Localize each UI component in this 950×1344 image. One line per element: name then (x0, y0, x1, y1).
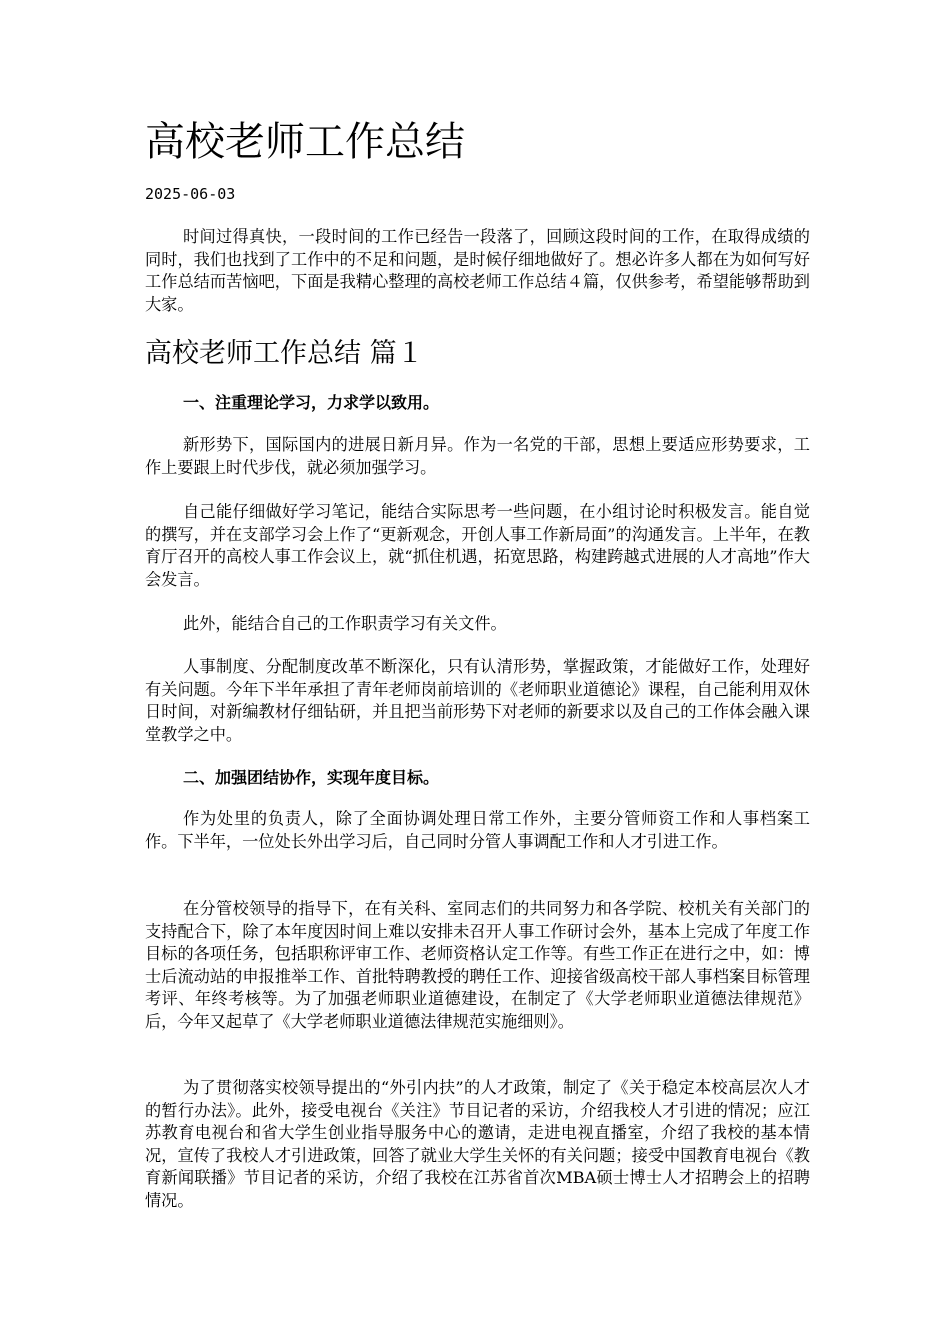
paragraph-1: 新形势下，国际国内的进展日新月异。作为一名党的干部，思想上要适应形势要求，工作上要跟上时代步伐，就必须加强学习。 (145, 435, 810, 477)
paragraph-3: 此外，能结合自己的工作职责学习有关文件。 (183, 614, 507, 633)
subheading-study: 一、注重理论学习，力求学以致用。 (183, 393, 440, 412)
document-title: 高校老师工作总结 (145, 119, 465, 165)
paragraph-6: 在分管校领导的指导下，在有关科、室同志们的共同努力和各学院、校机关有关部门的支持配合下，除了本年度因时间上难以安排未召开人事工作研讨会外，基本上完成了年度工作目标的各项任务，包括职称评审工作、老师资格认定工作等。有些工作正在进行之中，如：博士后流动站的申报推举工作、首批特聘教授的聘任工作、迎接省级高校干部人事档案目标管理考评、年终考核等。为了加强老师职业道德建设，在制定了《大学老师职业道德法律规范》后，今年又起草了《大学老师职业道德法律规范实施细则》。 (145, 899, 810, 1031)
paragraph-4: 人事制度、分配制度改革不断深化，只有认清形势，掌握政策，才能做好工作，处理好有关问题。今年下半年承担了青年老师岗前培训的《老师职业道德论》课程，自己能利用双休日时间，对新编教材仔细钻研，并且把当前形势下对老师的新要求以及自己的工作体会融入课堂教学之中。 (145, 657, 810, 744)
paragraph-7: 为了贯彻落实校领导提出的“外引内扶”的人才政策，制定了《关于稳定本校高层次人才的暂行办法》。此外，接受电视台《关注》节目记者的采访，介绍我校人才引进的情况；应江苏教育电视台和省大学生创业指导服务中心的邀请，走进电视直播室，介绍了我校的基本情况，宣传了我校人才引进政策，回答了就业大学生关怀的有关问题；接受中国教育电视台《教育新闻联播》节目记者的采访，介绍了我校在江苏省首次MBA硕士博士人才招聘会上的招聘情况。 (145, 1078, 810, 1210)
subheading-teamwork: 二、加强团结协作，实现年度目标。 (183, 768, 440, 787)
paragraph-2: 自己能仔细做好学习笔记，能结合实际思考一些问题，在小组讨论时积极发言。能自觉的撰写，并在支部学习会上作了“更新观念，开创人事工作新局面”的沟通发言。上半年，在教育厅召开的高校人事工作会议上，就“抓住机遇，拓宽思路，构建跨越式进展的人才高地”作大会发言。 (145, 502, 810, 589)
paragraph-5: 作为处里的负责人，除了全面协调处理日常工作外，主要分管师资工作和人事档案工作。下半年，一位处长外出学习后，自己同时分管人事调配工作和人才引进工作。 (145, 809, 810, 851)
section-title: 高校老师工作总结 篇１ (145, 338, 424, 369)
intro-paragraph: 时间过得真快，一段时间的工作已经告一段落了，回顾这段时间的工作，在取得成绩的同时，我们也找到了工作中的不足和问题，是时候仔细地做好了。想必许多人都在为如何写好工作总结而苦恼吧，下面是我精心整理的高校老师工作总结４篇，仅供参考，希望能够帮助到大家。 (145, 227, 810, 314)
publish-date: 2025-06-03 (145, 185, 236, 203)
